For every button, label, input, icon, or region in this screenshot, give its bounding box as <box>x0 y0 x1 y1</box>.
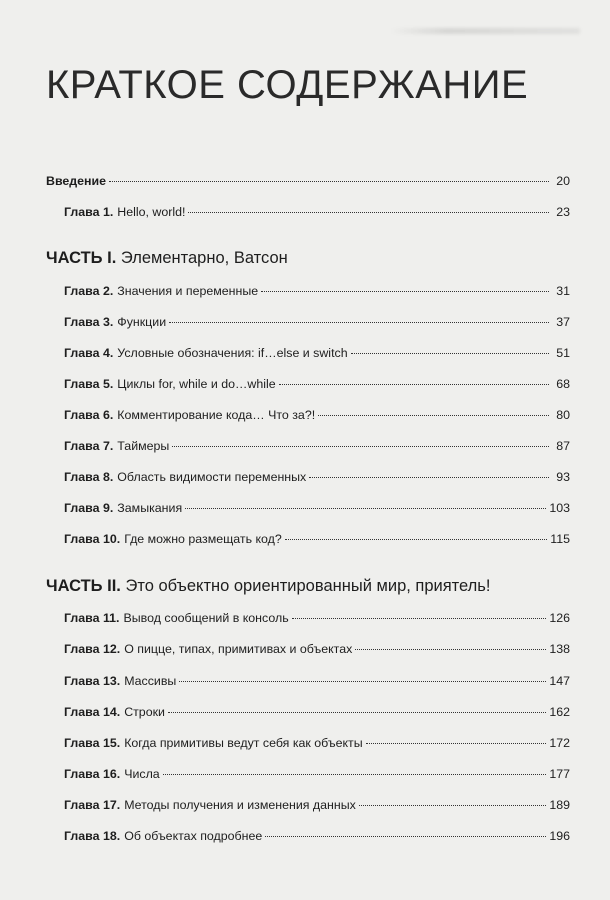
chapter-page: 31 <box>556 284 570 298</box>
chapter-title: Комментирование кода… Что за?! <box>117 408 316 422</box>
show-through-text <box>390 28 580 34</box>
chapter-title: Где можно размещать код? <box>124 532 282 546</box>
toc-entry-chapter-12[interactable] <box>64 642 570 658</box>
chapter-page: 23 <box>556 205 570 219</box>
chapter-label: Глава 10. <box>64 532 121 546</box>
chapter-page: 126 <box>549 611 570 625</box>
chapter-label: Глава 2. <box>64 284 114 298</box>
part-title: Элементарно, Ватсон <box>120 249 288 267</box>
chapter-page: 162 <box>549 705 570 719</box>
chapter-page: 115 <box>550 532 570 546</box>
toc-entry-chapter-8[interactable] <box>64 470 570 486</box>
chapter-label: Глава 12. <box>64 642 121 656</box>
toc-entry-chapter-4[interactable] <box>64 346 570 362</box>
dot-leader <box>318 414 549 416</box>
chapter-label: Глава 17. <box>64 798 121 812</box>
chapter-page: 93 <box>556 470 570 484</box>
toc-entry-chapter-17[interactable] <box>64 798 570 814</box>
chapter-label: Глава 15. <box>64 736 121 750</box>
chapter-label: Глава 11. <box>64 611 120 625</box>
toc-entry-chapter-11[interactable] <box>64 611 570 627</box>
dot-leader <box>169 321 549 323</box>
toc-entry-chapter-9[interactable] <box>64 501 570 517</box>
chapter-title: Массивы <box>124 674 177 688</box>
chapter-label: Глава 1. <box>64 205 114 219</box>
chapter-page: 172 <box>549 736 570 750</box>
chapter-page: 189 <box>549 798 570 812</box>
chapter-title: Методы получения и изменения данных <box>124 798 356 812</box>
dot-leader <box>265 835 546 837</box>
dot-leader <box>351 352 549 354</box>
part-heading-2[interactable] <box>46 577 490 596</box>
dot-leader <box>179 680 546 682</box>
toc-entry-chapter-13[interactable] <box>64 674 570 690</box>
chapter-label: Глава 18. <box>64 829 121 843</box>
chapter-title: Условные обозначения: if…else и switch <box>117 346 348 360</box>
chapter-label: Глава 3. <box>64 315 114 329</box>
toc-entry-chapter-6[interactable] <box>64 408 570 424</box>
chapter-label: Глава 8. <box>64 470 114 484</box>
toc-entry-chapter-5[interactable] <box>64 377 570 393</box>
chapter-page: 68 <box>556 377 570 391</box>
chapter-title: Вывод сообщений в консоль <box>123 611 289 625</box>
part-label: ЧАСТЬ I. <box>46 249 117 267</box>
chapter-label: Глава 9. <box>64 501 114 515</box>
dot-leader <box>285 538 547 540</box>
dot-leader <box>366 742 547 744</box>
toc-entry-chapter-2[interactable] <box>64 284 570 300</box>
chapter-title: Об объектах подробнее <box>124 829 263 843</box>
chapter-page: 80 <box>556 408 570 422</box>
dot-leader <box>355 648 546 650</box>
dot-leader <box>163 773 547 775</box>
dot-leader <box>109 180 549 182</box>
chapter-title: Замыкания <box>117 501 183 515</box>
chapter-page: 138 <box>549 642 570 656</box>
chapter-page: 37 <box>556 315 570 329</box>
chapter-title: Значения и переменные <box>117 284 259 298</box>
dot-leader <box>359 804 547 806</box>
dot-leader <box>279 383 549 385</box>
dot-leader <box>309 476 549 478</box>
chapter-label: Глава 4. <box>64 346 114 360</box>
chapter-title: О пицце, типах, примитивах и объектах <box>124 642 353 656</box>
chapter-title: Строки <box>124 705 165 719</box>
toc-entry-intro[interactable] <box>46 174 570 190</box>
chapter-title: Область видимости переменных <box>117 470 307 484</box>
dot-leader <box>292 617 547 619</box>
chapter-page: 196 <box>549 829 570 843</box>
chapter-label: Глава 7. <box>64 439 114 453</box>
chapter-title: Hello, world! <box>117 205 186 219</box>
dot-leader <box>168 711 546 713</box>
toc-entry-label: Введение <box>46 174 107 188</box>
chapter-title: Циклы for, while и do…while <box>117 377 276 391</box>
chapter-title: Таймеры <box>117 439 170 453</box>
toc-entry-chapter-7[interactable] <box>64 439 570 455</box>
toc-entry-chapter-15[interactable] <box>64 736 570 752</box>
toc-entry-page: 20 <box>556 174 570 188</box>
part-title: Это объектно ориентированный мир, приятель! <box>125 577 491 595</box>
dot-leader <box>172 445 549 447</box>
page-title: КРАТКОЕ СОДЕРЖАНИЕ <box>46 63 529 107</box>
chapter-label: Глава 6. <box>64 408 114 422</box>
dot-leader <box>185 507 546 509</box>
chapter-page: 87 <box>556 439 570 453</box>
dot-leader <box>261 290 549 292</box>
chapter-title: Числа <box>124 767 160 781</box>
chapter-title: Когда примитивы ведут себя как объекты <box>124 736 363 750</box>
toc-entry-chapter-3[interactable] <box>64 315 570 331</box>
toc-entry-chapter-18[interactable] <box>64 829 570 845</box>
chapter-label: Глава 16. <box>64 767 121 781</box>
part-label: ЧАСТЬ II. <box>46 577 121 595</box>
part-heading-1[interactable] <box>46 249 288 268</box>
toc-entry-chapter-16[interactable] <box>64 767 570 783</box>
chapter-page: 147 <box>549 674 570 688</box>
chapter-page: 51 <box>556 346 570 360</box>
chapter-label: Глава 13. <box>64 674 121 688</box>
chapter-page: 177 <box>549 767 570 781</box>
chapter-title: Функции <box>117 315 167 329</box>
chapter-page: 103 <box>549 501 570 515</box>
toc-entry-chapter-1[interactable] <box>64 205 570 221</box>
chapter-label: Глава 14. <box>64 705 121 719</box>
toc-entry-chapter-10[interactable] <box>64 532 570 548</box>
dot-leader <box>188 211 549 213</box>
toc-entry-chapter-14[interactable] <box>64 705 570 721</box>
chapter-label: Глава 5. <box>64 377 114 391</box>
